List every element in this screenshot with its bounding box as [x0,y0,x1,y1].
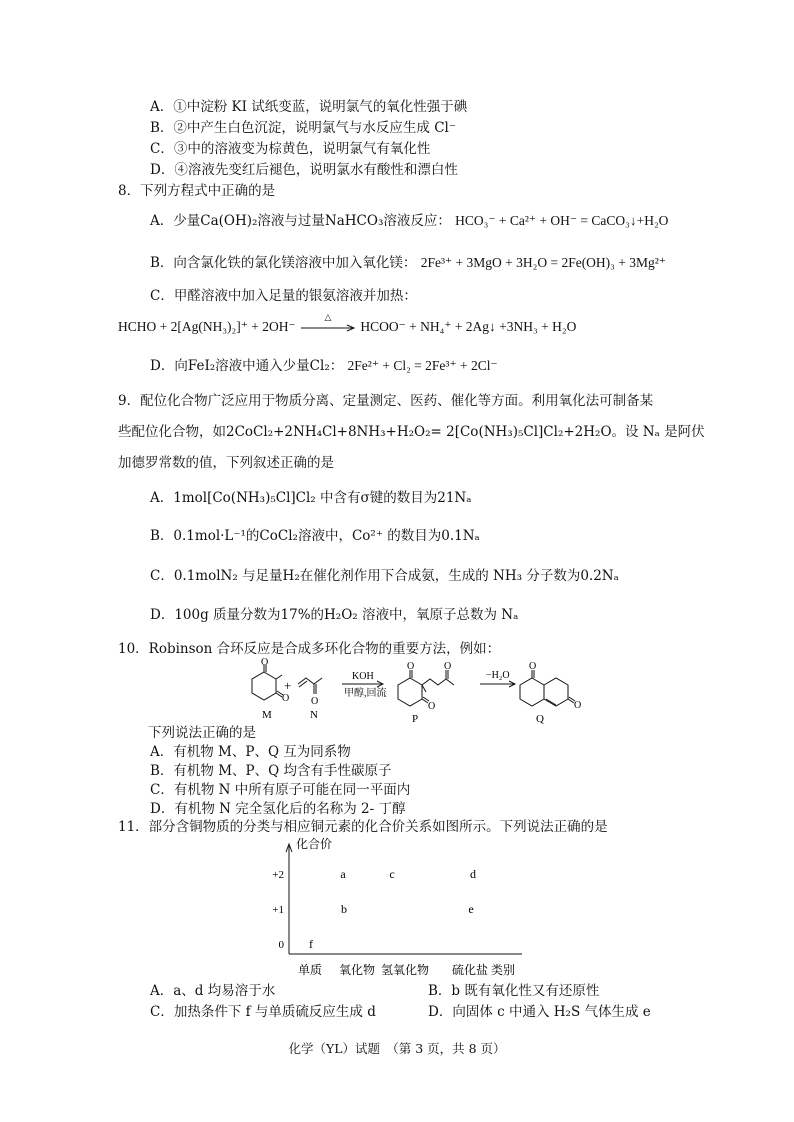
x-tick-label: 氢氧化物 [380,963,430,977]
page-footer: 化学（YL）试题 （第 3 页，共 8 页） [288,1041,506,1056]
q8-option-c-equation [118,311,577,337]
q10-option-d: D．有机物 N 完全氢化后的名称为 2- 丁醇 [150,801,406,817]
q9-stem-line3: 加德罗常数的值，下列叙述正确的是 [118,455,334,471]
reagent-koh: KOH [352,671,374,682]
q11-option-a: A．a、d 均易溶于水 [150,983,276,999]
m-oxygen-right: O [282,693,290,704]
y-tick-label: +2 [272,869,284,881]
p-oxygen-top: O [407,661,415,672]
q9-stem-line1: 9．配位化合物广泛应用于物质分离、定量测定、医药、催化等方面。利用氧化法可制备某 [118,393,654,409]
label-m: M [262,709,272,721]
reaction-plus: + [284,678,292,693]
q8-option-d [150,357,498,375]
q9-option-d: D．100g 质量分数为17%的H₂O₂ 溶液中，氧原子总数为 Nₐ [150,607,519,623]
x-axis-label: 类别 [491,963,516,977]
data-point-b: b [341,902,347,916]
data-point-a: a [340,867,346,881]
q11-option-d: D．向固体 c 中通入 H₂S 气体生成 e [428,1004,651,1020]
y-tick-labels [272,869,284,951]
q10-lead: 下列说法正确的是 [148,725,256,741]
q8-option-c-text: C．甲醛溶液中加入足量的银氨溶液并加热： [150,288,417,304]
x-tick-label: 氧化物 [338,963,376,977]
q8-option-a-text: A．少量Ca(OH)₂溶液与过量NaHCO₃溶液反应： [150,213,451,229]
n-oxygen: O [311,696,319,707]
q11-option-c: C．加热条件下 f 与单质硫反应生成 d [150,1004,376,1020]
q8-option-d-equation: 2Fe²⁺ + Cl₂ = 2Fe³⁺ + 2Cl⁻ [347,358,498,373]
p-oxygen-chain: O [444,661,452,672]
q8-c-eq-right: HCOO⁻ + NH₄⁺ + 2Ag↓ +3NH₃ + H₂O [360,319,577,334]
q-oxygen-right: O [574,700,582,711]
data-point-d: d [470,867,476,881]
q8-option-a-equation: HCO₃⁻ + Ca²⁺ + OH⁻ = CaCO₃↓+H₂O [455,213,669,228]
q10-option-b: B．有机物 M、P、Q 均含有手性碳原子 [150,763,392,779]
m-oxygen-top: O [261,657,269,668]
label-q: Q [536,713,544,725]
data-points [309,867,476,951]
robinson-reaction-scheme [240,656,580,726]
data-point-e: e [468,902,474,916]
y-tick-label: 0 [278,939,284,951]
q7-option-a: A．①中淀粉 KI 试纸变蓝，说明氯气的氧化性强于碘 [150,99,468,115]
label-n: N [310,709,318,721]
q10-stem: 10．Robinson 合环反应是合成多环化合物的重要方法，例如： [118,641,501,657]
reagent-solvent: 甲醇,回流 [344,688,387,699]
q8-c-heat-arrow [299,311,357,337]
x-tick-labels [298,962,488,977]
q8-c-eq-left: HCHO + 2[Ag(NH₃)₂]⁺ + 2OH⁻ [118,319,296,334]
q9-stem-line2: 些配位化合物，如2CoCl₂+2NH₄Cl+8NH₃+H₂O₂= 2[Co(NH₃)₅Cl]Cl₂+2H₂O。设 Nₐ 是阿伏 [118,424,705,440]
q9-option-b: B．0.1mol·L⁻¹的CoCl₂溶液中，Co²⁺ 的数目为0.1Nₐ [150,528,480,544]
q7-option-d: D．④溶液先变红后褪色，说明氯水有酸性和漂白性 [150,162,458,178]
q10-option-a: A．有机物 M、P、Q 互为同系物 [150,744,351,760]
y-tick-label: +1 [272,904,284,916]
q8-option-a [150,212,668,230]
q7-option-c: C．③中的溶液变为棕黄色，说明氯气有氧化性 [150,141,431,157]
q8-option-d-text: D．向FeI₂溶液中通入少量Cl₂： [150,358,344,374]
y-axis-label: 化合价 [296,837,333,851]
q10-option-c: C．有机物 N 中所有原子可能在同一平面内 [150,782,411,798]
q9-option-a: A．1mol[Co(NH₃)₅Cl]Cl₂ 中含有σ键的数目为21Nₐ [150,490,472,506]
q11-stem: 11．部分含铜物质的分类与相应铜元素的化合价关系如图所示。下列说法正确的是 [118,819,608,835]
q8-option-b-text: B．向含氯化铁的氯化镁溶液中加入氧化镁： [150,255,417,271]
data-point-f: f [309,937,313,951]
x-tick-label: 硫化盐 [451,963,489,977]
q11-option-b: B．b 既有氧化性又有还原性 [428,983,600,999]
step-dehydration: −H₂O [486,670,510,681]
label-p: P [412,713,419,725]
q7-option-b: B．②中产生白色沉淀，说明氯气与水反应生成 Cl⁻ [150,120,456,136]
q8-stem: 8．下列方程式中正确的是 [118,183,276,199]
chart-axes [286,844,522,954]
data-point-c: c [389,867,395,881]
q-oxygen-top: O [529,661,537,672]
x-tick-label: 单质 [297,963,323,977]
p-oxygen-ring: O [428,701,436,712]
q8-option-b-equation: 2Fe³⁺ + 3MgO + 3H₂O = 2Fe(OH)₃ + 3Mg²⁺ [420,255,666,270]
q8-c-heat-symbol: △ [324,311,332,322]
copper-valence-chart [260,836,540,982]
q9-option-c: C．0.1molN₂ 与足量H₂在催化剂作用下合成氨，生成的 NH₃ 分子数为0.2Nₐ [150,568,619,584]
q8-option-b [150,254,666,272]
